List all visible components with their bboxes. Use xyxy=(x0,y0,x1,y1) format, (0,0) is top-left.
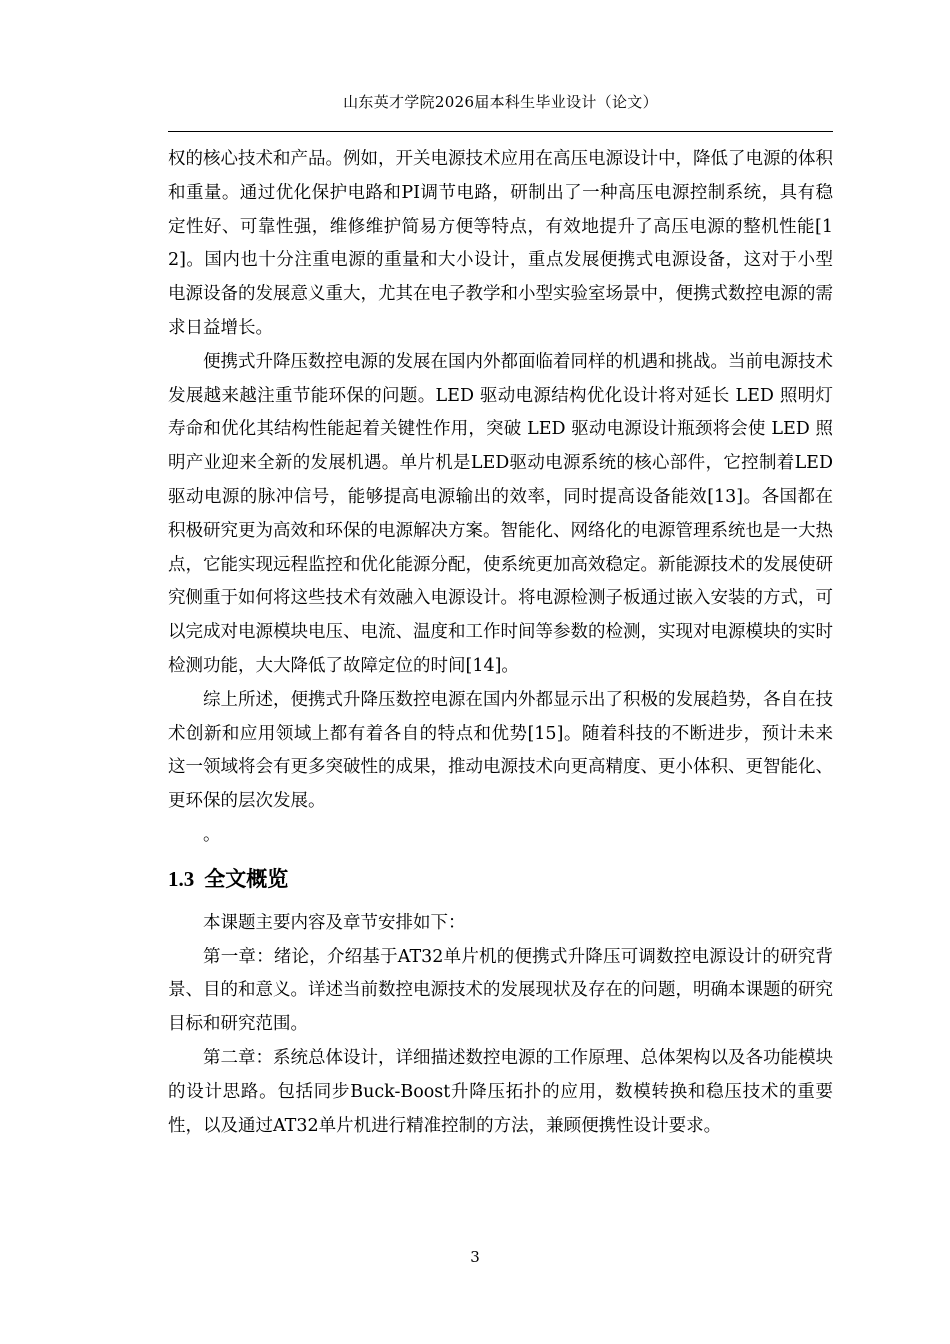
overview-intro: 本课题主要内容及章节安排如下： xyxy=(203,912,466,933)
overview-chapter-1: 第一章：绪论，介绍基于AT32单片机的便携式升降压可调数控电源设计的研究背景、目的和意义。详述当前数控电源技术的发展现状及存在的问题，明确本课题的研究目标和研究范围。 xyxy=(168,946,833,1035)
page-body xyxy=(168,143,833,1143)
running-header: 山东英才学院2026届本科生毕业设计（论文） xyxy=(343,93,658,111)
stray-period: 。 xyxy=(203,824,221,845)
page-number: 3 xyxy=(470,1248,480,1266)
section-number: 1.3 xyxy=(168,866,195,891)
header-rule xyxy=(168,131,833,132)
section-heading xyxy=(168,861,833,897)
paragraph-development: 便携式升降压数控电源的发展在国内外都面临着同样的机遇和挑战。当前电源技术发展越来越注重节能环保的问题。LED 驱动电源结构优化设计将对延长 LED 照明灯寿命和优化其结构性能起着关键性作用，突破 LED 驱动电源设计瓶颈将会使 LED 照明产业迎来全新的发展机遇。单片机是LED驱动电源系统的核心部件，它控制着LED驱动电源的脉冲信号，能够提高电源输出的效率，同时提高设备能效[13]。各国都在积极研究更为高效和环保的电源解决方案。智能化、网络化的电源管理系统也是一大热点，它能实现远程监控和优化能源分配，使系统更加高效稳定。新能源技术的发展使研究侧重于如何将这些技术有效融入电源设计。将电源检测子板通过嵌入安装的方式，可以完成对电源模块电压、电流、温度和工作时间等参数的检测，实现对电源模块的实时检测功能，大大降低了故障定位的时间[14]。 xyxy=(168,351,833,676)
paragraph-summary: 综上所述，便携式升降压数控电源在国内外都显示出了积极的发展趋势，各自在技术创新和应用领域上都有着各自的特点和优势[15]。随着科技的不断进步，预计未来这一领域将会有更多突破性的成果，推动电源技术向更高精度、更小体积、更智能化、更环保的层次发展。 xyxy=(168,689,833,812)
section-title: 全文概览 xyxy=(204,865,289,891)
overview-chapter-2: 第二章：系统总体设计，详细描述数控电源的工作原理、总体架构以及各功能模块的设计思路。包括同步Buck-Boost升降压拓扑的应用，数模转换和稳压技术的重要性，以及通过AT32单片机进行精准控制的方法，兼顾便携性设计要求。 xyxy=(168,1047,833,1136)
paragraph-continued: 权的核心技术和产品。例如，开关电源技术应用在高压电源设计中，降低了电源的体积和重量。通过优化保护电路和PI调节电路，研制出了一种高压电源控制系统，具有稳定性好、可靠性强，维修维护简易方便等特点，有效地提升了高压电源的整机性能[12]。国内也十分注重电源的重量和大小设计，重点发展便携式电源设备，这对于小型电源设备的发展意义重大，尤其在电子教学和小型实验室场景中，便携式数控电源的需求日益增长。 xyxy=(168,149,833,338)
